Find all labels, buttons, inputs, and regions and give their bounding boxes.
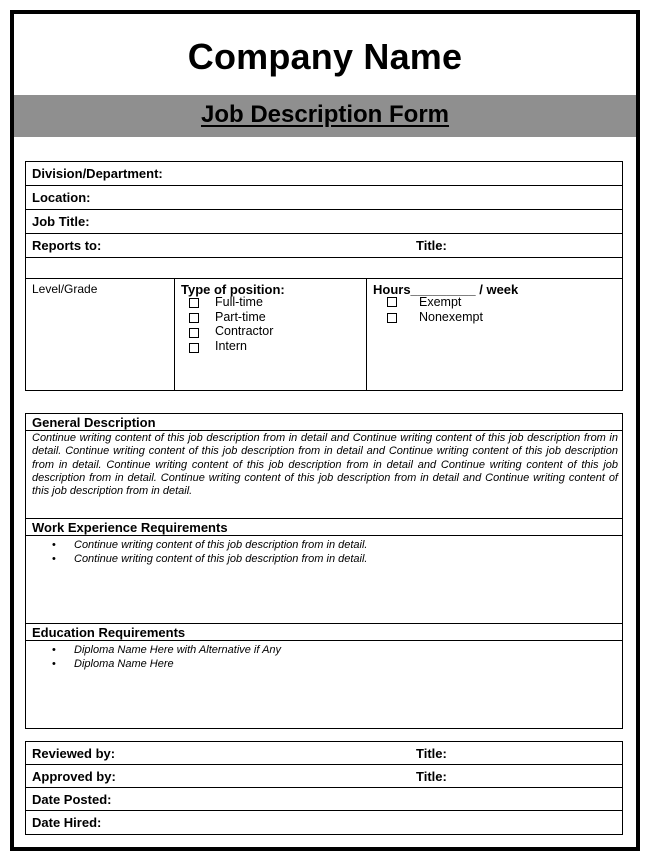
general-description-heading: General Description (32, 415, 156, 430)
education-requirements (26, 624, 622, 728)
part-time-label: Part-time (215, 310, 266, 324)
reviewed-by-label: Reviewed by: (32, 746, 116, 761)
level-grade-label: Level/Grade (32, 282, 98, 296)
list-item[interactable]: • Continue writing content of this job description from in detail. (52, 539, 368, 551)
general-description (26, 414, 622, 519)
intern-checkbox[interactable] (189, 343, 199, 353)
contractor-label: Contractor (215, 324, 274, 338)
general-description-header (26, 414, 622, 431)
reviewed-title-label: Title: (416, 746, 447, 761)
job-title-label: Job Title: (32, 214, 90, 229)
approved-title-label: Title: (416, 769, 447, 784)
general-description-text[interactable]: Continue writing content of this job description from in detail and Continue writing content of this job description from in detail. Continue writing content of this job description from in detail and Continue writing content of this job description from in detail. Continue writing content of this job description from in detail and Continue writing content of this job description from in detail. Continue writing content of this job description from in detail and Continue writing content of this job description from in detail. (32, 432, 618, 498)
description-section (25, 413, 623, 729)
signoff-section (25, 741, 623, 835)
full-time-label: Full-time (215, 295, 263, 309)
division-row[interactable] (26, 162, 622, 186)
work-experience (26, 519, 622, 624)
part-time-checkbox[interactable] (189, 313, 199, 323)
blank-row[interactable] (26, 258, 622, 279)
list-item[interactable]: • Diploma Name Here (52, 658, 174, 670)
hours-per-week-label[interactable]: Hours_________ / week (373, 282, 519, 297)
position-type-label: Type of position: (181, 282, 285, 297)
work-experience-heading: Work Experience Requirements (32, 520, 228, 535)
division-label: Division/Department: (32, 166, 163, 181)
date-posted-row[interactable] (26, 788, 622, 811)
form-frame (10, 10, 640, 851)
position-details (26, 279, 622, 390)
exempt-label: Exempt (419, 295, 462, 309)
job-info-section (25, 161, 623, 391)
hours-cell (366, 279, 622, 390)
approved-by-row[interactable] (26, 765, 622, 788)
reviewed-by-row[interactable] (26, 742, 622, 765)
reports-to-row[interactable] (26, 234, 622, 258)
full-time-checkbox[interactable] (189, 298, 199, 308)
reports-to-label: Reports to: (32, 238, 102, 253)
job-title-row[interactable] (26, 210, 622, 234)
education-header (26, 624, 622, 641)
exempt-checkbox[interactable] (387, 297, 397, 307)
education-heading: Education Requirements (32, 625, 186, 640)
company-name: Company Name (187, 36, 463, 77)
location-label: Location: (32, 190, 91, 205)
contractor-checkbox[interactable] (189, 328, 199, 338)
work-experience-header (26, 519, 622, 536)
date-hired-label: Date Hired: (32, 815, 102, 830)
reports-to-title-label: Title: (416, 238, 447, 253)
nonexempt-label: Nonexempt (419, 310, 483, 324)
level-grade-cell[interactable] (26, 279, 174, 390)
list-item[interactable]: • Continue writing content of this job description from in detail. (52, 553, 368, 565)
approved-by-label: Approved by: (32, 769, 116, 784)
intern-label: Intern (215, 339, 247, 353)
form-title-banner (14, 95, 636, 137)
nonexempt-checkbox[interactable] (387, 313, 397, 323)
form-title: Job Description Form (200, 101, 450, 128)
list-item[interactable]: • Diploma Name Here with Alternative if Any (52, 644, 282, 656)
date-hired-row[interactable] (26, 811, 622, 834)
location-row[interactable] (26, 186, 622, 210)
date-posted-label: Date Posted: (32, 792, 112, 807)
position-type-cell (174, 279, 367, 390)
